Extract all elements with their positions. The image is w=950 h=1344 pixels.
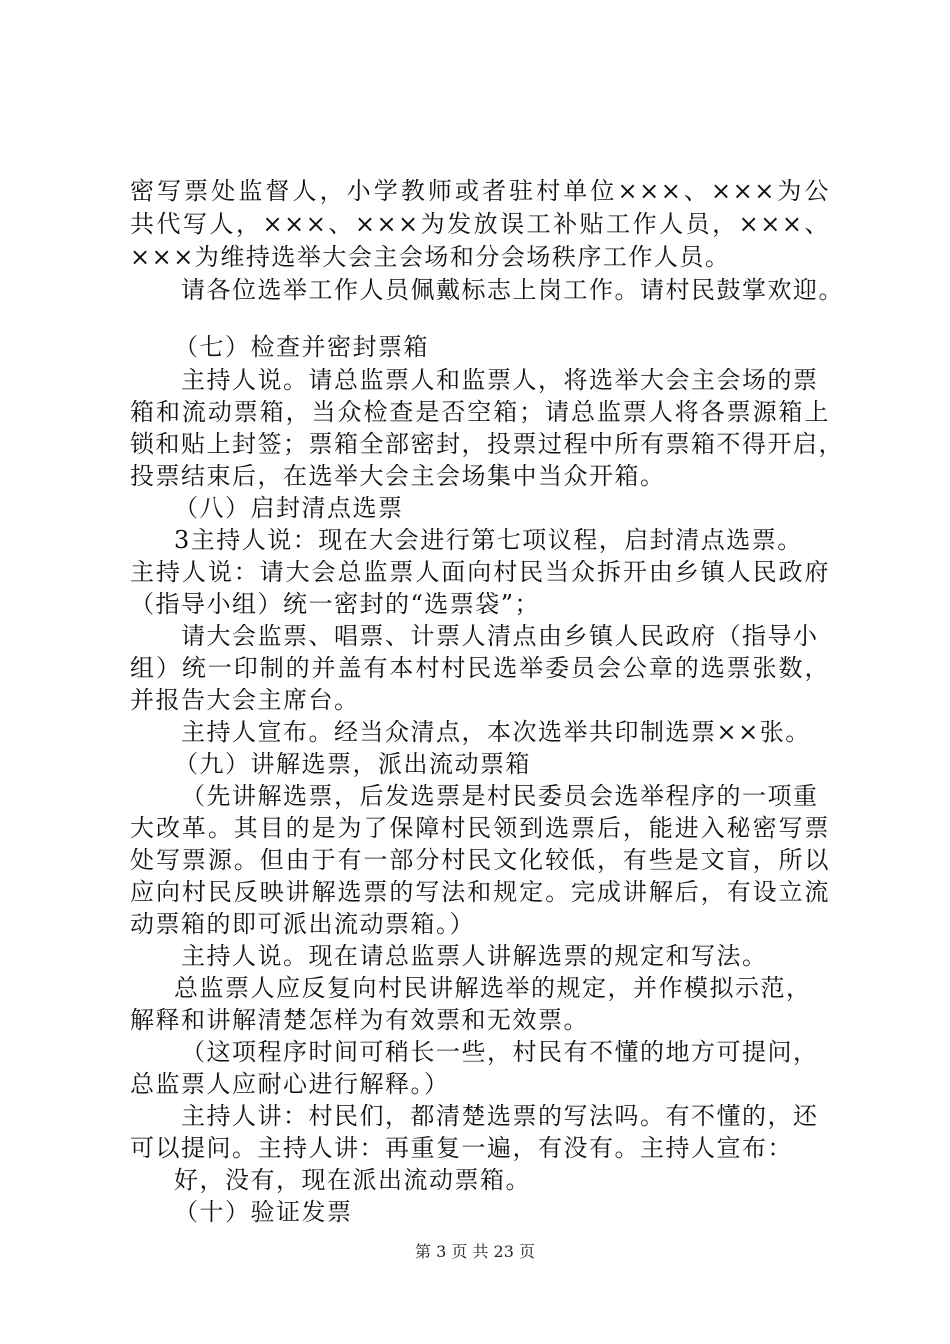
section-heading: （十）验证发票	[174, 1198, 353, 1226]
body-line: 3主持人说：现在大会进行第七项议程，启封清点选票。	[174, 526, 803, 554]
body-line: 共代写人，×××、×××为发放误工补贴工作人员，×××、	[130, 210, 830, 238]
body-line: 并报告大会主席台。	[130, 686, 360, 714]
body-line: 处写票源。但由于有一部分村民文化较低，有些是文盲，所以	[130, 846, 830, 874]
section-heading: （八）启封清点选票	[174, 494, 404, 522]
body-line: 密写票处监督人，小学教师或者驻村单位×××、×××为公	[130, 177, 830, 205]
body-line: 箱和流动票箱，当众检查是否空箱；请总监票人将各票源箱上	[130, 398, 830, 426]
body-line: 投票结束后，在选举大会主会场集中当众开箱。	[130, 462, 666, 490]
body-line: 总监票人应耐心进行解释。）	[130, 1070, 450, 1098]
body-line: 动票箱的即可派出流动票箱。）	[130, 910, 475, 938]
body-line: 锁和贴上封签；票箱全部密封，投票过程中所有票箱不得开启，	[130, 430, 844, 458]
page-number-footer: 第 3 页 共 23 页	[415, 1242, 535, 1261]
body-line: 解释和讲解清楚怎样为有效票和无效票。	[130, 1006, 589, 1034]
body-line: 好，没有，现在派出流动票箱。	[174, 1166, 531, 1194]
body-line: 组）统一印制的并盖有本村村民选举委员会公章的选票张数，	[130, 654, 830, 682]
body-line: 主持人说：请大会总监票人面向村民当众拆开由乡镇人民政府	[130, 558, 830, 586]
body-line: 主持人宣布。经当众清点，本次选举共印制选票××张。	[181, 718, 811, 746]
section-heading: （九）讲解选票，派出流动票箱	[174, 750, 531, 778]
body-line: （指导小组）统一密封的“选票袋”；	[130, 590, 541, 618]
body-line: ×××为维持选举大会主会场和分会场秩序工作人员。	[130, 243, 731, 271]
body-line: （先讲解选票，后发选票是村民委员会选举程序的一项重	[181, 782, 819, 810]
body-line: 主持人讲：村民们，都清楚选票的写法吗。有不懂的，还	[181, 1102, 819, 1130]
body-line: 应向村民反映讲解选票的写法和规定。完成讲解后，有设立流	[130, 878, 830, 906]
body-line: （这项程序时间可稍长一些，村民有不懂的地方可提问，	[181, 1038, 819, 1066]
body-line: 主持人说。请总监票人和监票人，将选举大会主会场的票	[181, 366, 819, 394]
body-line: 请各位选举工作人员佩戴标志上岗工作。请村民鼓掌欢迎。	[181, 276, 844, 304]
section-heading: （七）检查并密封票箱	[174, 333, 429, 361]
body-line: 请大会监票、唱票、计票人清点由乡镇人民政府（指导小	[181, 622, 819, 650]
body-line: 总监票人应反复向村民讲解选举的规定，并作模拟示范，	[174, 974, 812, 1002]
body-line: 可以提问。主持人讲：再重复一遍，有没有。主持人宣布：	[130, 1134, 793, 1162]
body-line: 主持人说。现在请总监票人讲解选票的规定和写法。	[181, 942, 768, 970]
body-line: 大改革。其目的是为了保障村民领到选票后，能进入秘密写票	[130, 814, 830, 842]
